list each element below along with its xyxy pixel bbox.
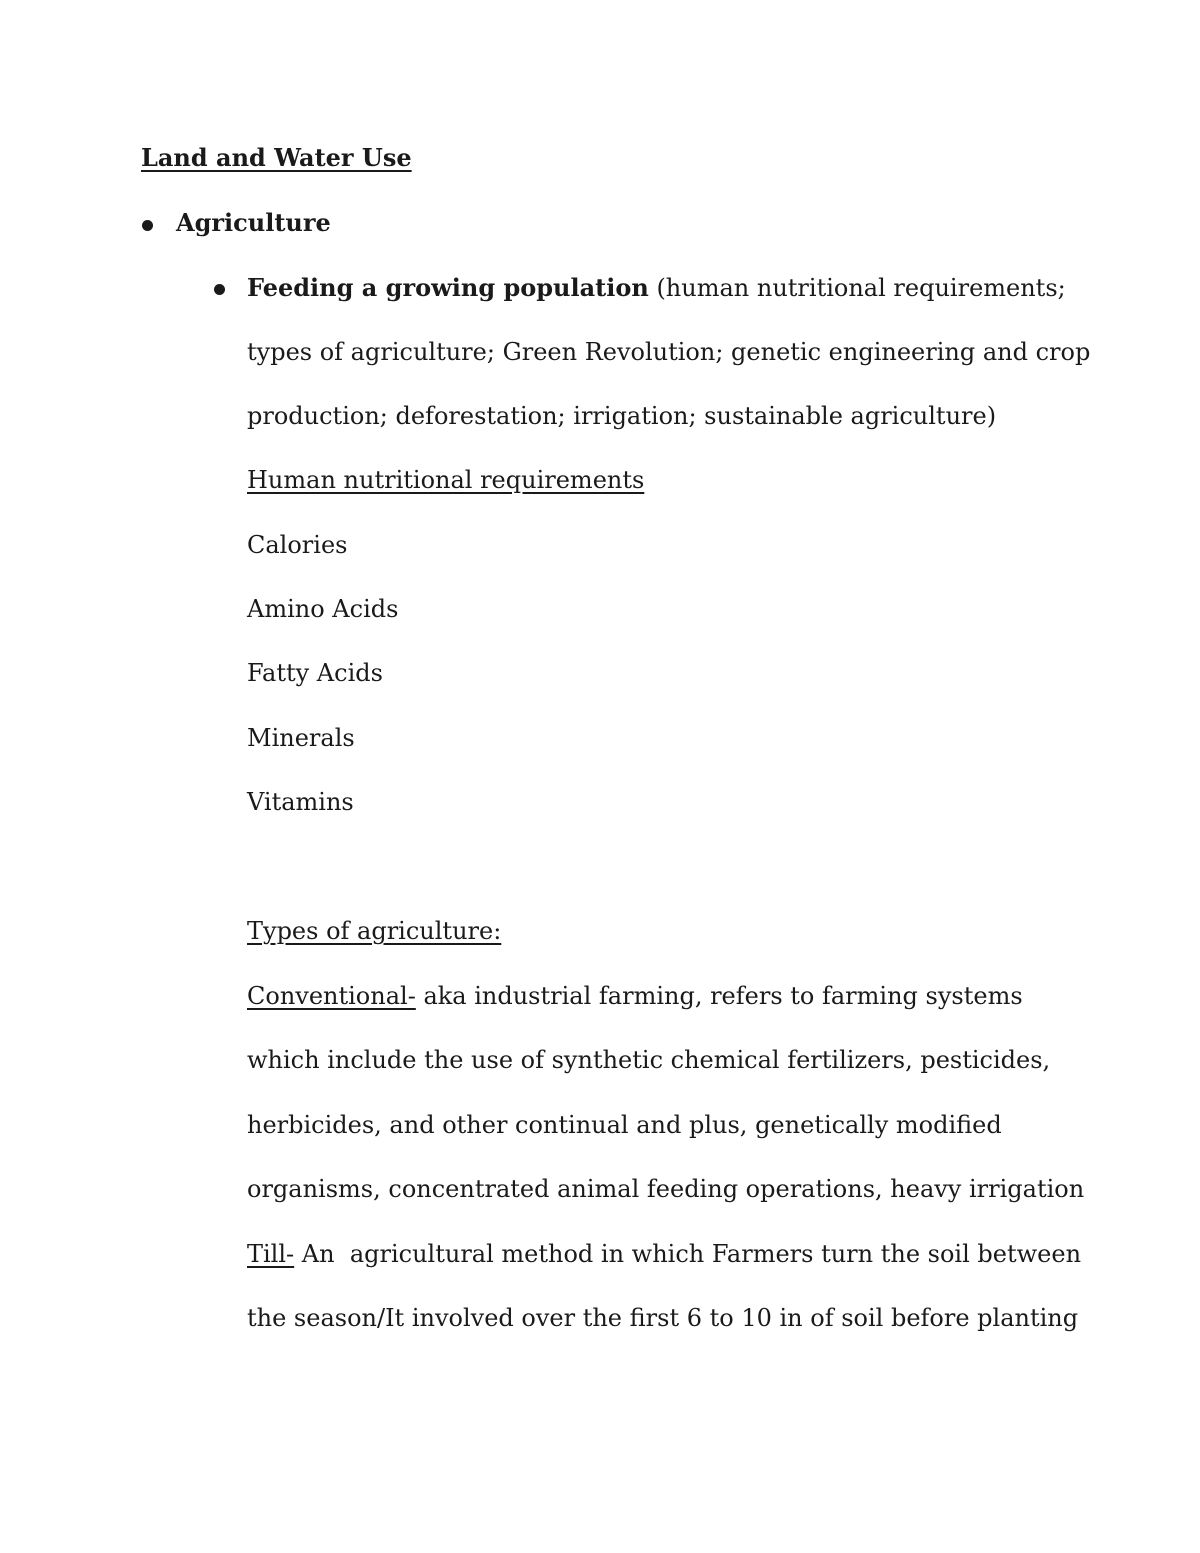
feeding-text-line1: (human nutritional requirements; <box>648 274 1066 302</box>
document-title: Land and Water Use <box>141 143 412 172</box>
conventional-text: aka industrial farming, refers to farming systems <box>415 982 1023 1010</box>
types-heading: Types of agriculture: <box>247 917 502 945</box>
nutrition-item: Fatty Acids <box>247 659 383 687</box>
conventional-line4: organisms, concentrated animal feeding operations, heavy irrigation <box>247 1175 1085 1203</box>
conventional-line2: which include the use of synthetic chemical fertilizers, pesticides, <box>247 1046 1051 1074</box>
bullet-icon <box>214 284 225 295</box>
till-term: Till- <box>247 1240 295 1268</box>
till-text: An agricultural method in which Farmers turn the soil between <box>294 1240 1082 1268</box>
nutrition-item: Vitamins <box>247 788 354 816</box>
feeding-text-line2: types of agriculture; Green Revolution; genetic engineering and crop <box>247 338 1091 366</box>
nutrition-item: Amino Acids <box>247 595 399 623</box>
nutrition-item: Calories <box>247 531 348 559</box>
bullet-icon <box>142 220 153 231</box>
nutrition-item: Minerals <box>247 724 355 752</box>
list-item-feeding <box>247 273 1066 303</box>
feeding-text-line3: production; deforestation; irrigation; sustainable agriculture) <box>247 402 997 430</box>
feeding-label: Feeding a growing population <box>247 273 649 302</box>
conventional-line1 <box>247 981 1023 1011</box>
list-item-agriculture: Agriculture <box>176 208 331 237</box>
till-line1 <box>247 1239 1081 1269</box>
nutrition-heading: Human nutritional requirements <box>247 466 645 494</box>
till-line2: the season/It involved over the first 6 to 10 in of soil before planting <box>247 1304 1079 1332</box>
conventional-term: Conventional- <box>247 982 416 1010</box>
conventional-line3: herbicides, and other continual and plus, genetically modified <box>247 1111 1002 1139</box>
